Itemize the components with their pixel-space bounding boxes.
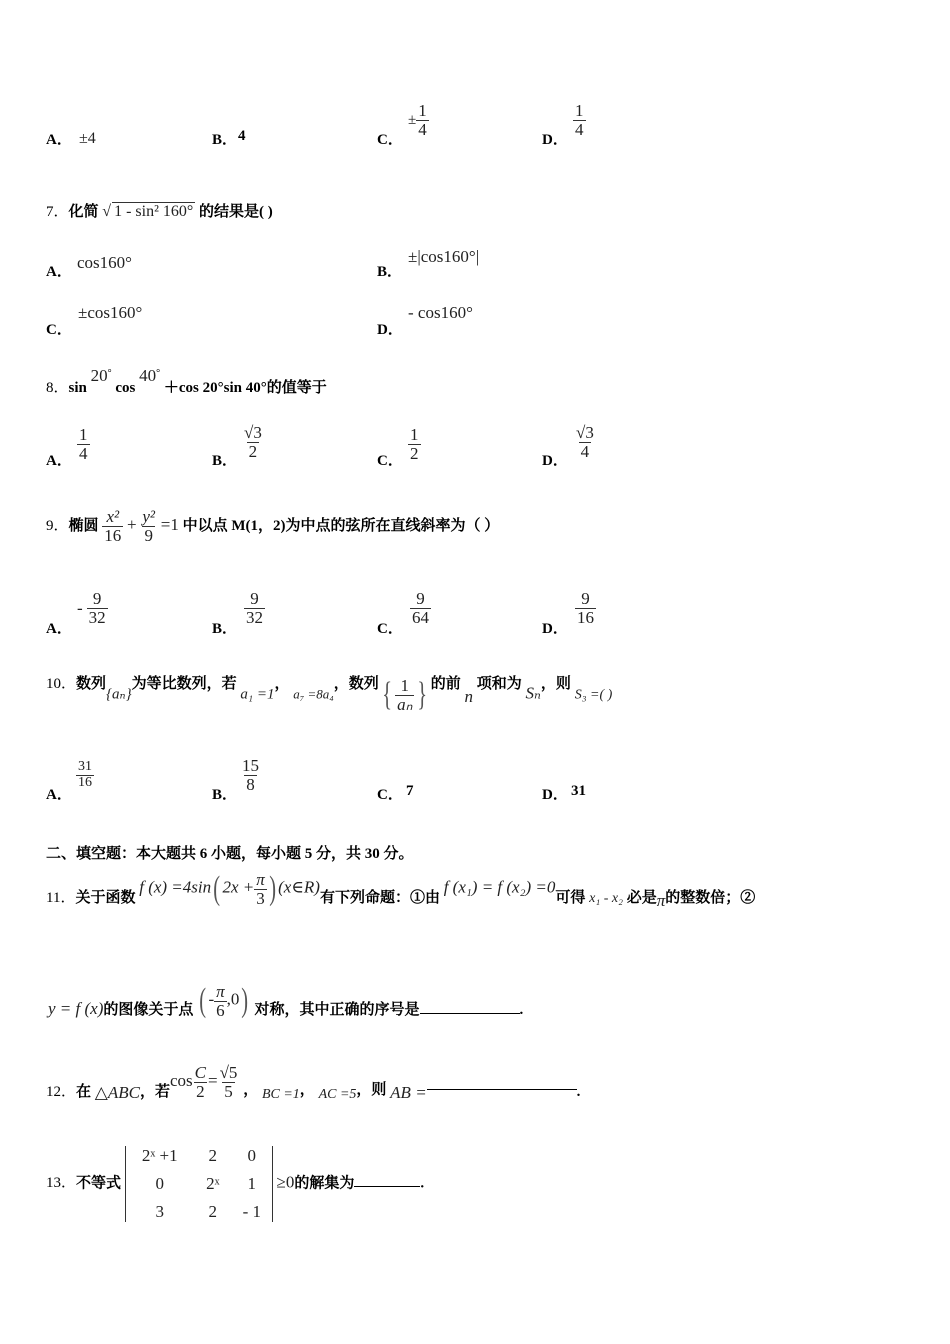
q6-option-d-value: $\frac{1}{4}$ [575,101,584,139]
q10-option-d-value: 31 [571,783,586,799]
q9-stem: 9．椭圆 $\frac{\text{x²}}{16}$ + $\frac{\text{y²}}{9}$ =1 中以点 M(1，2)为中点的弦所在直线斜率为（ ） [46,507,500,545]
q6-option-c-value: ± $\frac{1}{4}$ [408,101,427,139]
q9-option-a-label: A． [46,621,72,637]
q9-option-d-label: D． [542,621,568,637]
q7-option-d-label: D． [377,322,403,338]
q7-option-d-value: - cos160° [408,303,473,322]
q10-option-b-value: $\frac{15}{8}$ [242,756,259,794]
q8-option-c-label: C． [377,453,403,469]
q8-option-b-value: $\frac{√3}{2}$ [244,423,262,461]
q10-option-c-label: C． [377,787,403,803]
q9-option-b-label: B． [212,621,238,637]
q9-option-c-label: C． [377,621,403,637]
q13-stem: 13．不等式 2ˣ +1 2 0 0 2ˣ 1 3 2 - 1 ≥0的解集为 . [46,1146,425,1221]
q12-stem: 12．在 △ABC，若cos $\frac{C}{2}$ = $\frac{√5}{5}$ ， BC =1， AC =5，则 AB = . [46,1063,581,1102]
q9-option-a-value: - $\frac{9}{32}$ [77,589,106,627]
q7-option-b-value: ±|cos160°| [408,247,480,266]
q7-option-a-value: cos160° [77,253,132,272]
q8-option-a-label: A． [46,453,72,469]
q10-option-a-value: $\frac{31}{16}$ [78,759,92,790]
q8-option-d-value: $\frac{√3}{4}$ [576,423,594,461]
q12-answer-blank[interactable] [427,1089,577,1090]
q7-option-c-label: C． [46,322,72,338]
q8-option-a-value: $\frac{1}{4}$ [79,425,88,463]
q6-option-b-value: 4 [238,128,246,144]
q7-option-c-value: ±cos160° [78,303,143,322]
q6-option-a-label: A． [46,132,72,148]
q6-option-a-value: ±4 [79,130,96,147]
q10-option-d-label: D． [542,787,568,803]
q9-option-b-value: $\frac{9}{32}$ [246,589,263,627]
q10-option-a-label: A． [46,787,72,803]
q8-stem: 8．sin 20° cos 40° ＋cos 20°sin 40°的值等于 [46,366,327,396]
q6-option-b-label: B． [212,132,238,148]
q8-option-b-label: B． [212,453,238,469]
q10-option-b-label: B． [212,787,238,803]
q11-answer-blank[interactable] [420,1013,520,1014]
q13-determinant: 2ˣ +1 2 0 0 2ˣ 1 3 2 - 1 [125,1146,273,1222]
q10-stem: 10．数列{aₙ}为等比数列，若 a₁ =1， a₇ =8a₄，数列{ $\frac{1}{\text{aₙ}}$ } 的前 n 项和为 Sₙ，则 S₃ =( ) [46,675,613,714]
q7-option-a-label: A． [46,264,72,280]
q10-option-c-value: 7 [406,783,414,799]
q9-option-c-value: $\frac{9}{64}$ [412,589,429,627]
q11-stem-line2: y = f (x)的图像关于点 ( - $\frac{\pi}{6}$ ,0) 对称，其中正确的序号是 . [48,981,524,1020]
q13-answer-blank[interactable] [354,1186,420,1187]
q8-option-c-value: $\frac{1}{2}$ [410,425,419,463]
q6-option-d-label: D． [542,132,568,148]
section-heading: 二、填空题：本大题共 6 小题，每小题 5 分，共 30 分。 [46,846,414,862]
q7-stem: 7．化简 √ 1 - sin² 160° 的结果是( ) [46,203,273,220]
q8-option-d-label: D． [542,453,568,469]
q9-option-d-value: $\frac{9}{16}$ [577,589,594,627]
q7-option-b-label: B． [377,264,403,280]
q6-options [0,100,950,160]
q7-root: √ 1 - sin² 160° [102,203,194,220]
q6-option-c-label: C． [377,132,403,148]
q11-stem-line1: 11．关于函数 f (x) =4sin( 2x + $\frac{\pi}{3}$ ) (x∈R)有下列命题：①由 f (x₁) = f (x₂) =0可得 x₁ - x₂ 必是π的整数倍；② [46,869,756,911]
